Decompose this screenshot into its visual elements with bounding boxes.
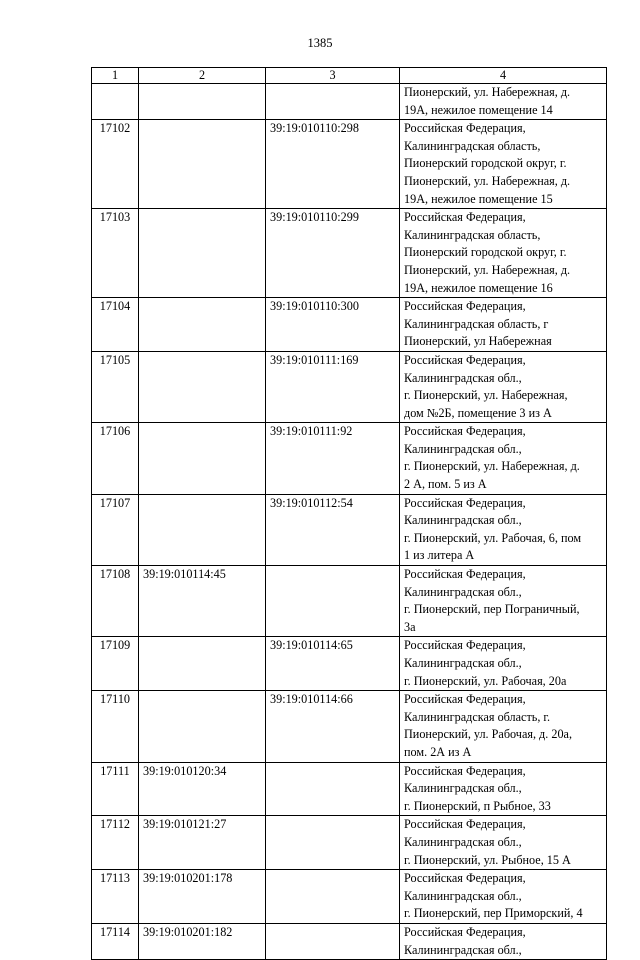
address-cell: Российская Федерация, Калининградская обл., г. Пионерский, п Рыбное, 33 bbox=[400, 762, 607, 816]
row-number bbox=[92, 84, 139, 120]
table-row bbox=[92, 209, 607, 298]
cadastral-number-col3: 39:19:010114:66 bbox=[266, 691, 400, 762]
table-row bbox=[92, 351, 607, 422]
page-number: 1385 bbox=[307, 36, 333, 50]
column-header-1: 1 bbox=[92, 68, 139, 84]
row-number: 17103 bbox=[92, 209, 139, 298]
address-cell: Российская Федерация, Калининградская обл., г. Пионерский, ул. Набережная, д. 2 А, пом. 5 из А bbox=[400, 423, 607, 494]
table-row bbox=[92, 120, 607, 209]
address-cell: Российская Федерация, Калининградская обл., г. Пионерский, пер Приморский, 4 bbox=[400, 870, 607, 924]
row-number: 17113 bbox=[92, 870, 139, 924]
cadastral-number-col2 bbox=[139, 298, 266, 352]
row-number: 17114 bbox=[92, 923, 139, 959]
row-number: 17108 bbox=[92, 566, 139, 637]
address-cell: Российская Федерация, Калининградская обл., г. Пионерский, ул. Набережная, дом №2Б, помещение 3 из А bbox=[400, 351, 607, 422]
cadastral-number-col2: 39:19:010120:34 bbox=[139, 762, 266, 816]
address-cell: Пионерский, ул. Набережная, д. 19А, нежилое помещение 14 bbox=[400, 84, 607, 120]
cadastral-number-col3 bbox=[266, 84, 400, 120]
row-number: 17106 bbox=[92, 423, 139, 494]
address-cell: Российская Федерация, Калининградская область, г. Пионерский, ул. Рабочая, д. 20а, пом. 2А из А bbox=[400, 691, 607, 762]
address-cell: Российская Федерация, Калининградская обл., г. Пионерский, ул. Рабочая, 20а bbox=[400, 637, 607, 691]
cadastral-number-col3 bbox=[266, 870, 400, 924]
row-number: 17112 bbox=[92, 816, 139, 870]
address-cell: Российская Федерация, Калининградская обл., г. Пионерский, ул. Рыбное, 15 А bbox=[400, 816, 607, 870]
cadastral-number-col2 bbox=[139, 120, 266, 209]
cadastral-number-col3: 39:19:010114:65 bbox=[266, 637, 400, 691]
table-row bbox=[92, 298, 607, 352]
cadastral-number-col3: 39:19:010110:300 bbox=[266, 298, 400, 352]
row-number: 17107 bbox=[92, 494, 139, 565]
cadastral-number-col3: 39:19:010111:169 bbox=[266, 351, 400, 422]
table-row bbox=[92, 84, 607, 120]
row-number: 17111 bbox=[92, 762, 139, 816]
cadastral-number-col3 bbox=[266, 923, 400, 959]
table-row bbox=[92, 566, 607, 637]
row-number: 17104 bbox=[92, 298, 139, 352]
address-cell: Российская Федерация, Калининградская область, Пионерский городской округ, г. Пионерский, ул. Набережная, д. 19А, нежилое помещение 16 bbox=[400, 209, 607, 298]
property-register-table bbox=[91, 67, 607, 960]
table-row bbox=[92, 923, 607, 959]
address-cell: Российская Федерация, Калининградская обл., г. Пионерский, ул. Рабочая, 6, пом 1 из литера А bbox=[400, 494, 607, 565]
cadastral-number-col2 bbox=[139, 209, 266, 298]
cadastral-number-col2 bbox=[139, 637, 266, 691]
table-row bbox=[92, 494, 607, 565]
cadastral-number-col3 bbox=[266, 762, 400, 816]
cadastral-number-col2: 39:19:010121:27 bbox=[139, 816, 266, 870]
row-number: 17109 bbox=[92, 637, 139, 691]
row-number: 17110 bbox=[92, 691, 139, 762]
cadastral-number-col2 bbox=[139, 351, 266, 422]
cadastral-number-col3: 39:19:010111:92 bbox=[266, 423, 400, 494]
address-cell: Российская Федерация, Калининградская область, Пионерский городской округ, г. Пионерский, ул. Набережная, д. 19А, нежилое помещение 15 bbox=[400, 120, 607, 209]
table-row bbox=[92, 637, 607, 691]
table-header-row bbox=[92, 68, 607, 84]
cadastral-number-col2: 39:19:010201:182 bbox=[139, 923, 266, 959]
row-number: 17105 bbox=[92, 351, 139, 422]
cadastral-number-col2 bbox=[139, 423, 266, 494]
cadastral-number-col3 bbox=[266, 816, 400, 870]
cadastral-number-col2 bbox=[139, 84, 266, 120]
column-header-3: 3 bbox=[266, 68, 400, 84]
cadastral-number-col2: 39:19:010114:45 bbox=[139, 566, 266, 637]
cadastral-number-col3: 39:19:010110:299 bbox=[266, 209, 400, 298]
cadastral-number-col3: 39:19:010112:54 bbox=[266, 494, 400, 565]
address-cell: Российская Федерация, Калининградская обл., bbox=[400, 923, 607, 959]
cadastral-number-col3: 39:19:010110:298 bbox=[266, 120, 400, 209]
row-number: 17102 bbox=[92, 120, 139, 209]
cadastral-number-col2 bbox=[139, 691, 266, 762]
cadastral-number-col2 bbox=[139, 494, 266, 565]
cadastral-number-col3 bbox=[266, 566, 400, 637]
column-header-4: 4 bbox=[400, 68, 607, 84]
table-row bbox=[92, 762, 607, 816]
table-row bbox=[92, 423, 607, 494]
address-cell: Российская Федерация, Калининградская область, г Пионерский, ул Набережная bbox=[400, 298, 607, 352]
table-row bbox=[92, 816, 607, 870]
table-row bbox=[92, 691, 607, 762]
address-cell: Российская Федерация, Калининградская обл., г. Пионерский, пер Пограничный, 3а bbox=[400, 566, 607, 637]
cadastral-number-col2: 39:19:010201:178 bbox=[139, 870, 266, 924]
table-row bbox=[92, 870, 607, 924]
column-header-2: 2 bbox=[139, 68, 266, 84]
